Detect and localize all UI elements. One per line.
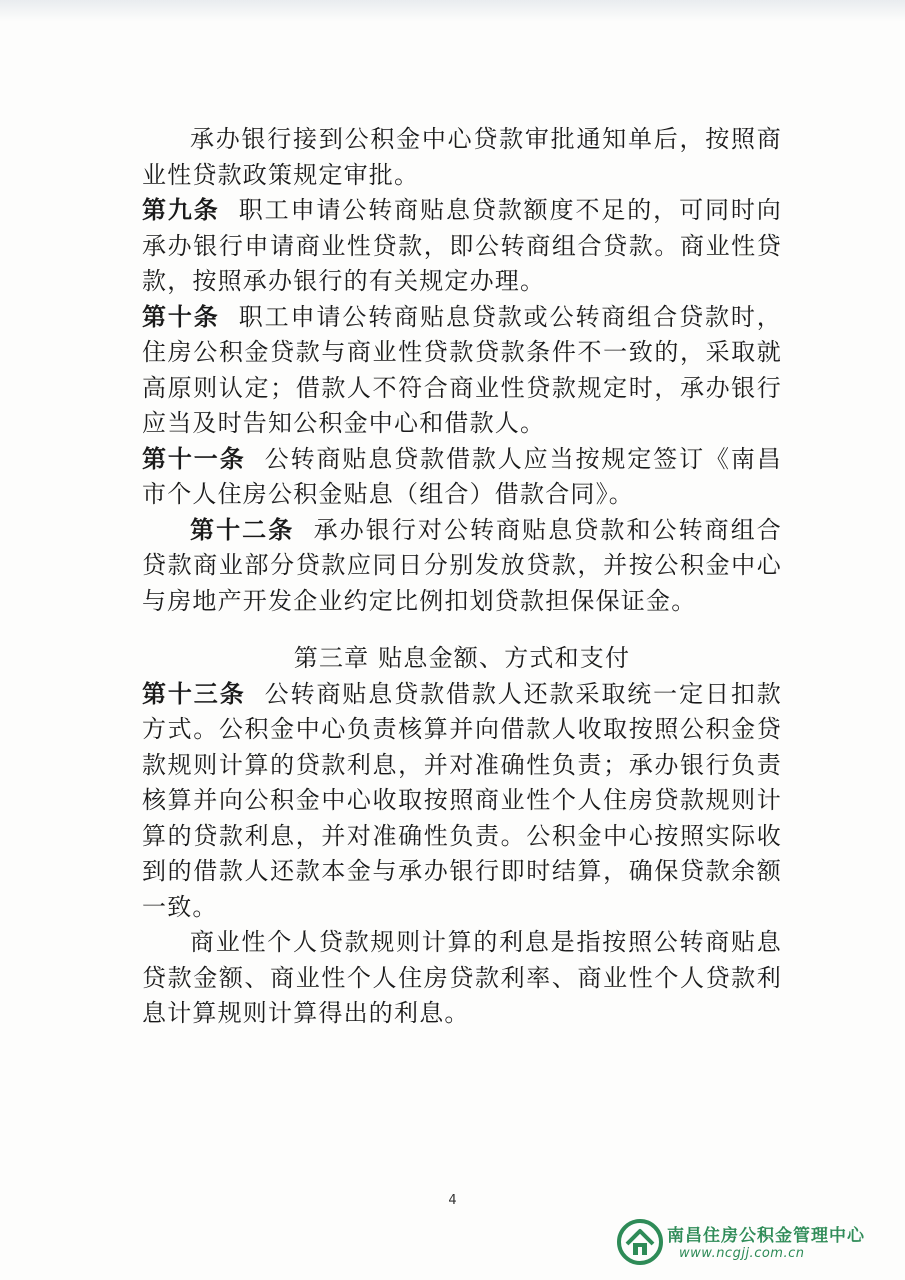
article-9-label: 第九条 xyxy=(142,196,220,224)
org-name: 南昌住房公积金管理中心 xyxy=(667,1226,865,1246)
article-10-label: 第十条 xyxy=(142,302,220,331)
article-12-label: 第十二条 xyxy=(190,515,295,544)
article-13-label: 第十三条 xyxy=(142,679,246,708)
article-13-text: 公转商贴息贷款借款人还款采取统一定日扣款方式。公积金中心负责核算并向借款人收取按照公积金贷款规则计算的贷款利息，并对准确性负责；承办银行负责核算并向公积金中心收取按照商业性个人住房贷款规则计算的贷款利息，并对准确性负责。公积金中心按照实际收到的借款人还款本金与承办银行即时结算，确保贷款余额一致。 xyxy=(142,679,782,921)
footer-logo xyxy=(617,1219,885,1267)
article-10-text: 职工申请公转商贴息贷款或公转商组合贷款时，住房公积金贷款与商业性贷款贷款条件不一致的，采取就高原则认定；借款人不符合商业性贷款规定时，承办银行应当及时告知公积金中心和借款人。 xyxy=(142,302,782,437)
article-9 xyxy=(142,193,782,300)
article-11-label: 第十一条 xyxy=(142,444,246,473)
org-url: www.ncgjj.com.cn xyxy=(679,1246,805,1261)
continuation-paragraph: 承办银行接到公积金中心贷款审批通知单后，按照商业性贷款政策规定审批。 xyxy=(142,125,782,189)
house-logo-icon xyxy=(617,1219,663,1265)
chapter-title: 第三章 贴息金额、方式和支付 xyxy=(293,644,631,672)
article-10 xyxy=(142,300,782,442)
page-number: 4 xyxy=(448,1193,457,1208)
closing-paragraph: 商业性个人贷款规则计算的利息是指按照公转商贴息贷款金额、商业性个人住房贷款利率、商业性个人贷款利息计算规则计算得出的利息。 xyxy=(142,928,782,1027)
document-body xyxy=(142,122,782,1032)
article-11 xyxy=(142,442,782,513)
article-11-text: 公转商贴息贷款借款人应当按规定签订《南昌市个人住房公积金贴息（组合）借款合同》。 xyxy=(142,444,782,508)
article-12-text: 承办银行对公转商贴息贷款和公转商组合贷款商业部分贷款应同日分别发放贷款，并按公积金中心与房地产开发企业约定比例扣划贷款担保保证金。 xyxy=(142,515,782,615)
article-13 xyxy=(142,677,782,926)
article-9-text: 职工申请公转商贴息贷款额度不足的，可同时向承办银行申请商业性贷款，即公转商组合贷款。商业性贷款，按照承办银行的有关规定办理。 xyxy=(142,196,782,295)
article-12 xyxy=(142,513,782,620)
scan-top-edge xyxy=(0,0,905,22)
